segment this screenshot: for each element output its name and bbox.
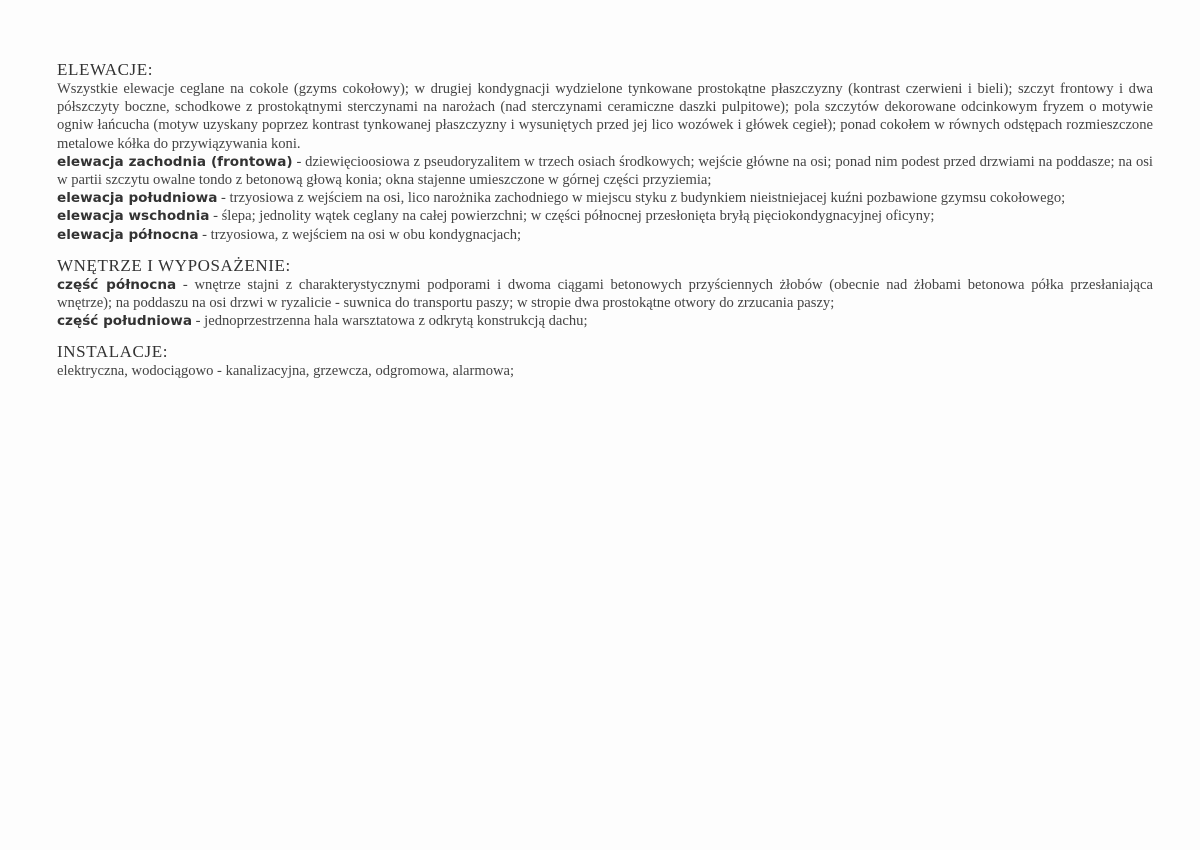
section-instalacje xyxy=(57,342,1153,380)
elewacje-intro: Wszystkie elewacje ceglane na cokole (gzyms cokołowy); w drugiej kondygnacji wydzielone tynkowane prostokątne płaszczyzny (kontrast czerwieni i bieli); szczyt frontowy i dwa półszczyty boczne, schodkowe z prostokątnymi sterczynami na narożach (nad sterczynami ceramiczne daszki pulpitowe); pola szczytów dekorowane odcinkowym fryzem o motywie ogniw łańcucha (motyw uzyskany poprzez kontrast tynkowanej płaszczyzny i wysuniętych przed jej lico wozówek i główek cegieł); ponad cokołem w równych odstępach rozmieszczone metalowe kółka do przywiązywania koni. xyxy=(57,81,1153,152)
section-heading-wnetrze: WNĘTRZE I WYPOSAŻENIE: xyxy=(57,255,291,275)
elewacja-text: - ślepa; jednolity wątek ceglany na całej powierzchni; w części północnej przesłonięta bryłą pięciokondygnacyjnej oficyny; xyxy=(209,208,935,225)
elewacja-label: elewacja wschodnia xyxy=(57,208,210,225)
section-wnetrze xyxy=(57,256,1153,331)
elewacja-text: - trzyosiowa, z wejściem na osi w obu kondygnacjach; xyxy=(198,226,522,243)
wnetrze-text: - jednoprzestrzenna hala warsztatowa z odkrytą konstrukcją dachu; xyxy=(192,313,588,330)
section-heading-elewacje: ELEWACJE: xyxy=(57,60,154,79)
wnetrze-label: część południowa xyxy=(57,313,193,330)
elewacja-label: elewacja zachodnia (frontowa) xyxy=(57,153,293,170)
elewacja-item xyxy=(57,226,1153,244)
document-content xyxy=(57,60,1153,381)
wnetrze-item xyxy=(57,276,1153,312)
elewacja-text: - trzyosiowa z wejściem na osi, lico narożnika zachodniego w miejscu styku z budynkiem nieistniejacej kuźni pozbawione gzymsu cokołowego; xyxy=(217,190,1066,207)
elewacja-label: elewacja północna xyxy=(57,226,199,243)
elewacja-item xyxy=(57,189,1153,207)
spacer xyxy=(57,244,1153,256)
elewacja-label: elewacja południowa xyxy=(57,190,218,207)
spacer xyxy=(57,330,1153,342)
section-heading-instalacje: INSTALACJE: xyxy=(57,342,169,362)
section-elewacje xyxy=(57,60,1153,244)
wnetrze-item xyxy=(57,312,1153,330)
elewacja-text: - dziewięcioosiowa z pseudoryzalitem w trzech osiach środkowych; wejście główne na osi; ponad nim podest przed drzwiami na poddasze; na osi w partii szczytu owalne tondo z betonową głową konia; okna stajenne umieszczone w górnej części przyziemia; xyxy=(57,153,1153,189)
elewacja-item xyxy=(57,207,1153,225)
instalacje-text: elektryczna, wodociągowo - kanalizacyjna, grzewcza, odgromowa, alarmowa; xyxy=(57,363,515,380)
wnetrze-label: część północna xyxy=(57,276,177,293)
wnetrze-text: - wnętrze stajni z charakterystycznymi podporami i dwoma ciągami betonowych przyściennych żłobów (obecnie nad żłobami betonowa półka przesłaniająca wnętrze); na poddaszu na osi drzwi w ryzalicie - suwnica do transportu paszy; w stropie dwa prostokątne otwory do zrzucania paszy; xyxy=(57,276,1153,312)
elewacja-item xyxy=(57,153,1153,189)
